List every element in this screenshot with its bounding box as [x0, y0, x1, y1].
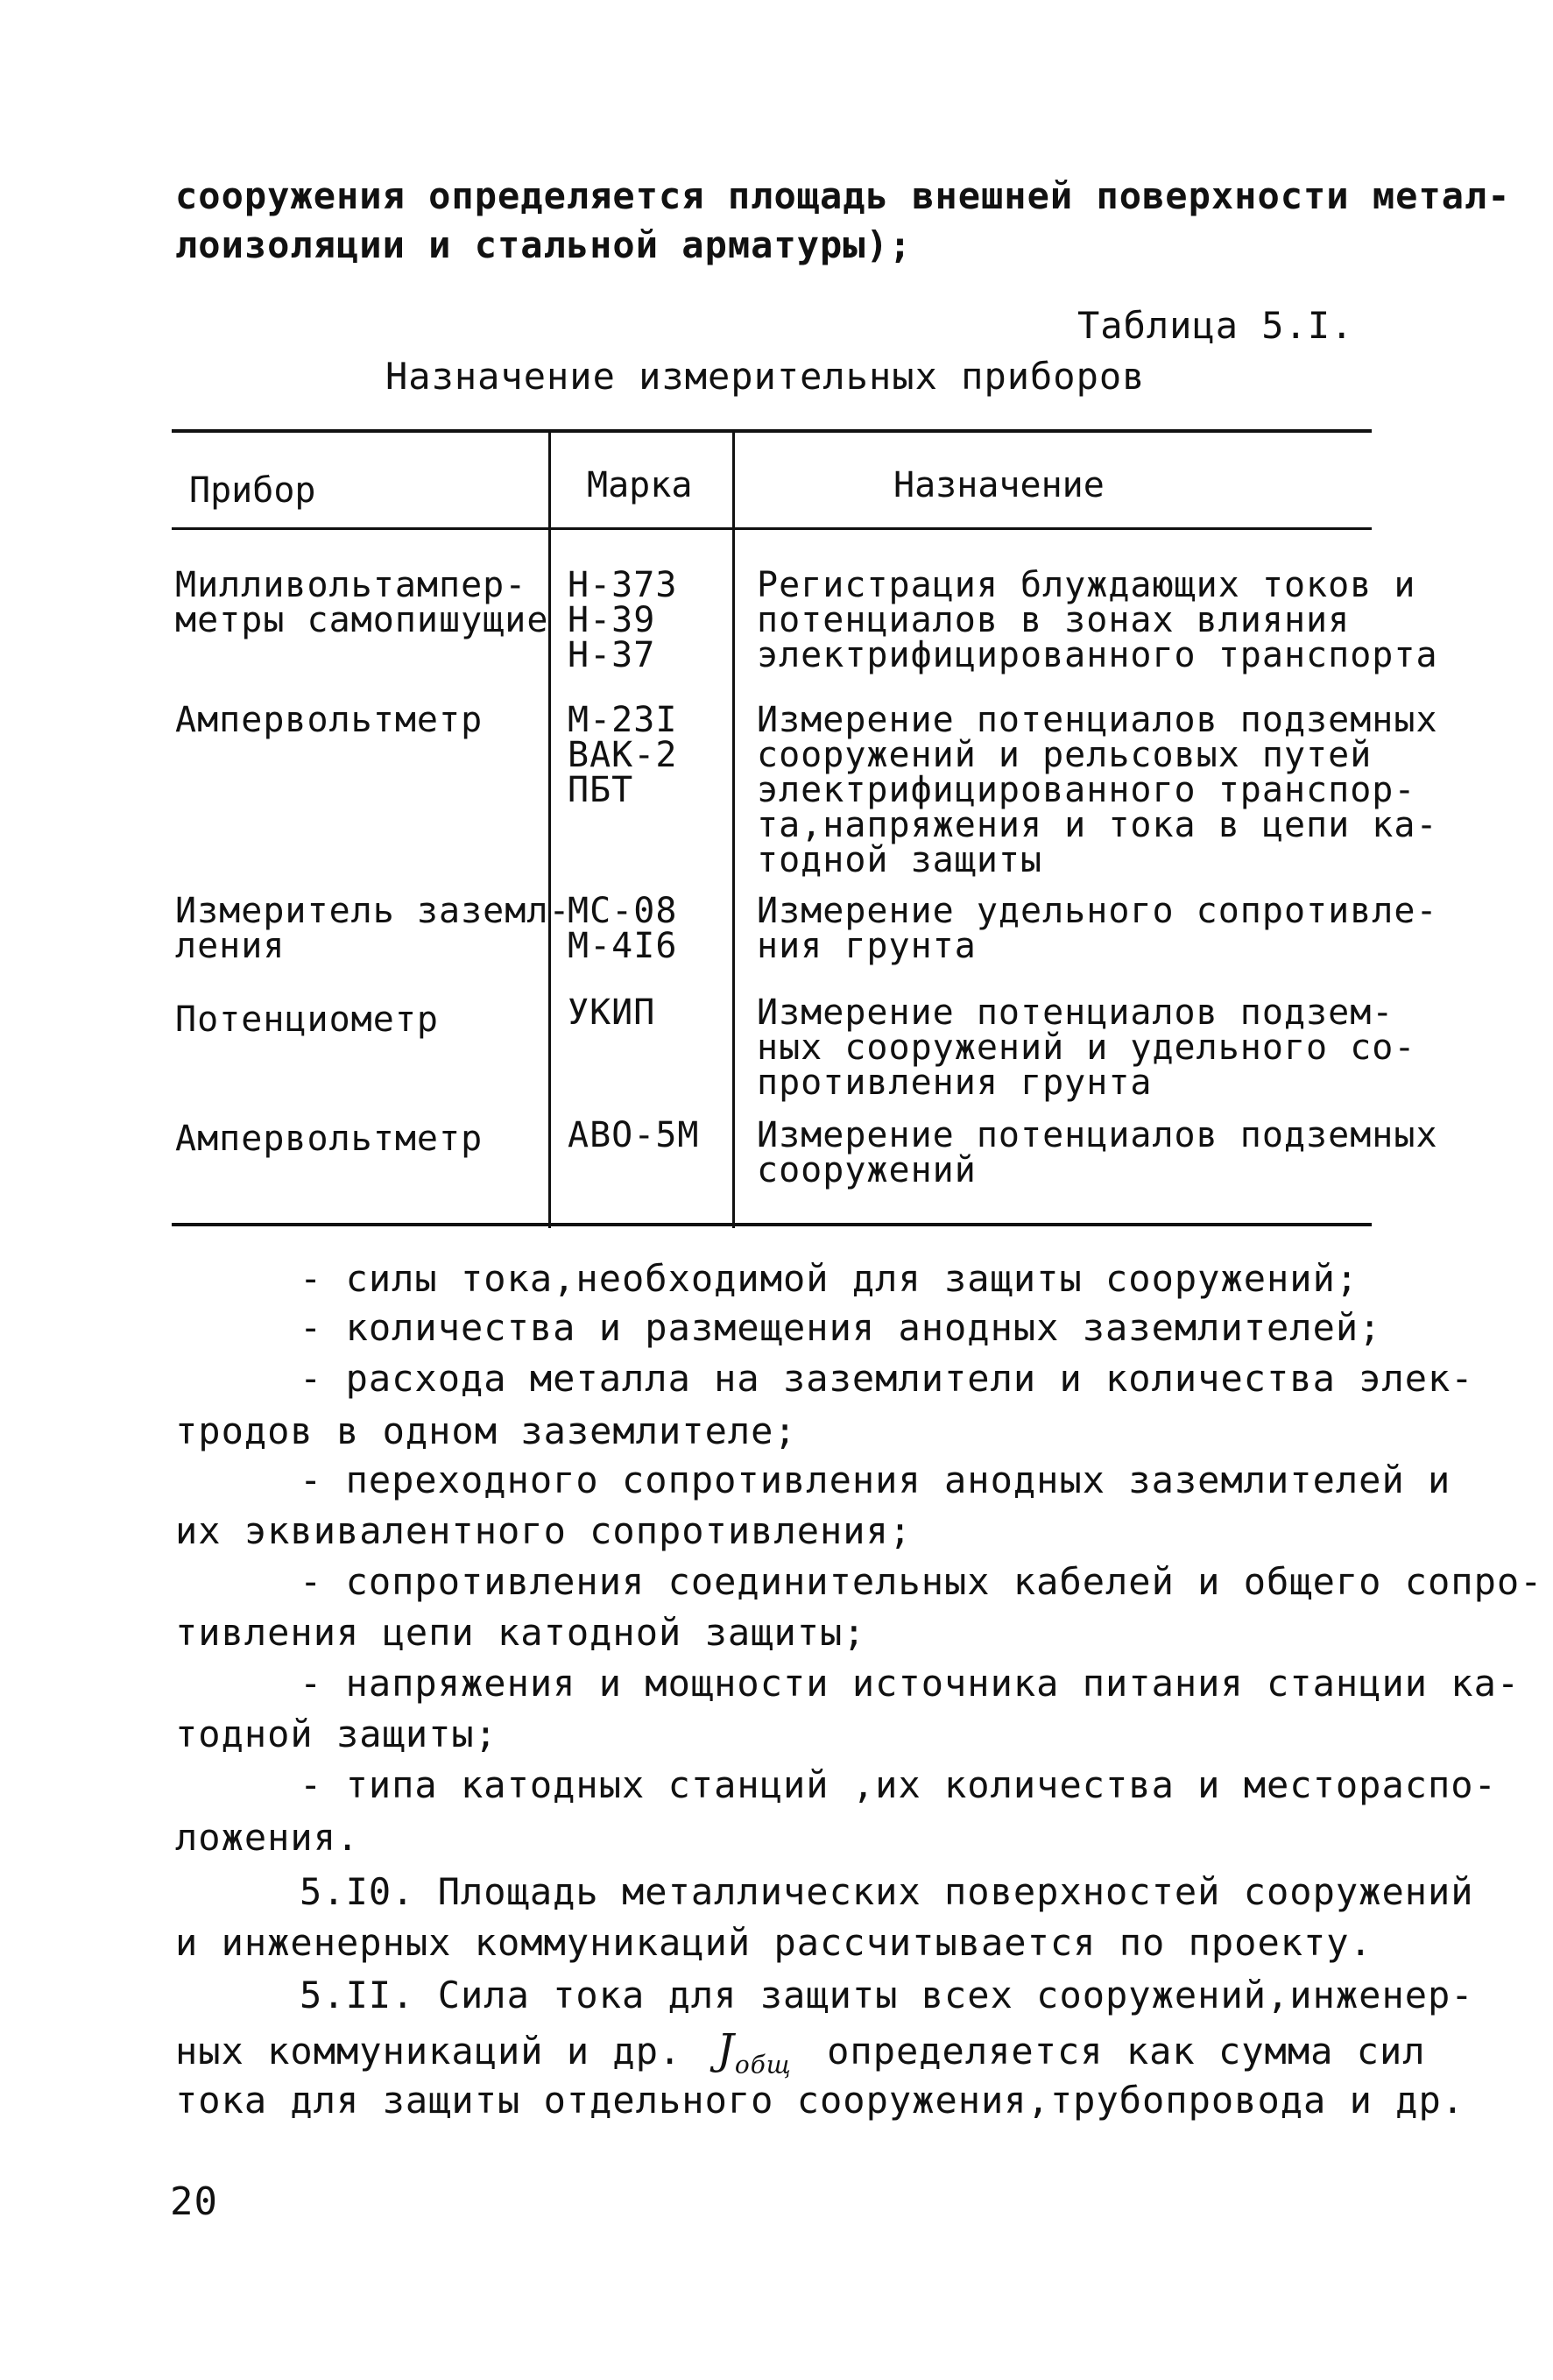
body-line-7: - сопротивления соединительных кабелей и общего сопро- [300, 1560, 1543, 1603]
header-mark: Марка [587, 465, 693, 505]
body-line-8: тивления цепи катодной защиты; [175, 1611, 866, 1654]
table-row-2-marks: М-23I ВАК-2 ПБТ [568, 700, 678, 810]
body-line-1: - силы тока,необходимой для защиты сооружений; [300, 1257, 1359, 1300]
body-line-6: их эквивалентного сопротивления; [175, 1509, 913, 1552]
body-line-10: тодной защиты; [175, 1713, 498, 1755]
body-line-5: - переходного сопротивления анодных заземлителей и [300, 1458, 1451, 1501]
body-line-3: - расхода металла на заземлители и количества элек- [300, 1357, 1474, 1400]
body-line-12: ложения. [175, 1816, 360, 1859]
body-line-11: - типа катодных станций ,их количества и местораспо- [300, 1763, 1497, 1806]
formula-line-before: ных коммуникаций и др. [175, 2030, 682, 2073]
instruments-table [172, 429, 1438, 1228]
table-row-5-purpose: Измерение потенциалов подземных сооружений [757, 1115, 1438, 1190]
table-row-5-device: Ампервольтметр [175, 1119, 484, 1159]
table-title: Назначение измерительных приборов [385, 355, 1146, 398]
table-row-5-marks: АВО-5М [568, 1115, 700, 1155]
formula-line-after: определяется как сумма сил [827, 2030, 1426, 2073]
header-purpose: Назначение [893, 465, 1105, 505]
intro-line-1: сооружения определяется площадь внешней поверхности метал- [175, 174, 1511, 217]
current-symbol: $J_{общ}$ [716, 2025, 792, 2080]
table-row-4-marks: УКИП [568, 992, 656, 1033]
table-row-3-marks: МС-08 М-4I6 [568, 891, 678, 966]
table-row-4-purpose: Измерение потенциалов подзем- ных сооружений и удельного со- противления грунта [757, 992, 1416, 1103]
table-row-2-purpose: Измерение потенциалов подземных сооружений и рельсовых путей электрифицированного транспор- та,напряжения и тока в цепи ка- тодной защиты [757, 700, 1438, 880]
body-line-2: - количества и размещения анодных заземлителей; [300, 1306, 1382, 1349]
intro-line-2: лоизоляции и стальной арматуры); [175, 223, 913, 266]
table-row-3-device: Измеритель заземл- ления [175, 891, 571, 966]
body-line-15: 5.II. Сила тока для защиты всех сооружений,инженер- [300, 1974, 1474, 2016]
table-row-1-purpose: Регистрация блуждающих токов и потенциалов в зонах влияния электрифицированного транспорта [757, 565, 1438, 675]
body-line-9: - напряжения и мощности источника питания станции ка- [300, 1662, 1521, 1705]
last-line: тока для защиты отдельного сооружения,трубопровода и др. [175, 2079, 1465, 2122]
table-row-2-device: Ампервольтметр [175, 700, 484, 740]
table-row-4-device: Потенциометр [175, 999, 439, 1040]
page-number: 20 [170, 2179, 218, 2224]
body-line-4: тродов в одном заземлителе; [175, 1409, 797, 1452]
body-line-13: 5.I0. Площадь металлических поверхностей сооружений [300, 1870, 1474, 1913]
header-device: Прибор [189, 470, 316, 511]
body-line-14: и инженерных коммуникаций рассчитывается по проекту. [175, 1921, 1373, 1964]
table-row-1-marks: Н-373 Н-39 Н-37 [568, 565, 678, 675]
table-row-3-purpose: Измерение удельного сопротивле- ния грунта [757, 891, 1438, 966]
table-caption: Таблица 5.I. [1077, 304, 1354, 347]
table-row-1-device: Милливольтампер- метры самопишущие [175, 565, 549, 640]
